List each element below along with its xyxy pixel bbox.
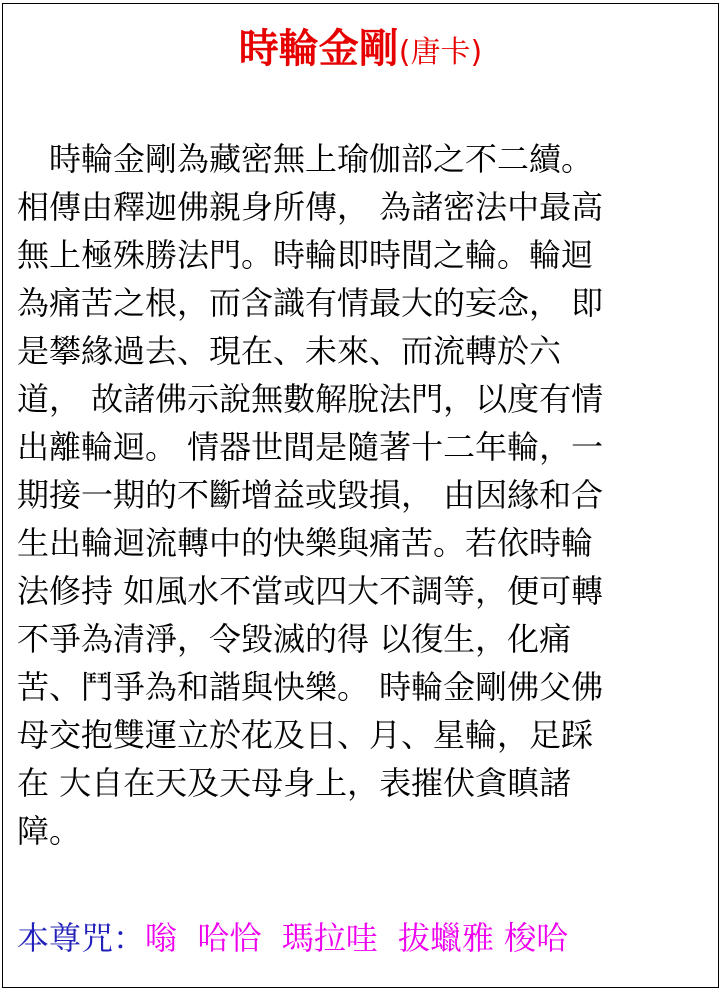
title-subtitle: (唐卡) — [398, 35, 483, 70]
body-paragraph — [17, 135, 707, 855]
body-line: 障。 — [17, 812, 82, 850]
body-line: 相傳由釋迦佛親身所傳， 為諸密法中最高 — [17, 188, 604, 226]
mantra-text: 嗡 哈恰 瑪拉哇 拔蠟雅 梭哈 — [145, 919, 569, 957]
body-line: 無上極殊勝法門。時輪即時間之輪。輪迴 — [17, 236, 594, 274]
mantra-line — [17, 914, 568, 962]
document-page — [2, 3, 719, 988]
body-line: 不爭為清淨，令毀滅的得 以復生，化痛 — [17, 620, 572, 658]
body-line: 期接一期的不斷增益或毀損， 由因緣和合 — [17, 476, 604, 514]
body-line: 苦、鬥爭為和諧與快樂。 時輪金剛佛父佛 — [17, 668, 604, 706]
mantra-label: 本尊咒： — [17, 919, 146, 957]
body-line: 母交抱雙運立於花及日、月、星輪，足踩 — [17, 716, 594, 754]
body-line: 為痛苦之根，而含識有情最大的妄念， 即 — [17, 284, 604, 322]
body-line: 在 大自在天及天母身上，表摧伏貪瞋諸 — [17, 764, 572, 802]
body-line: 法修持 如風水不當或四大不調等，便可轉 — [17, 572, 604, 610]
body-line: 是攀緣過去、現在、未來、而流轉於六 — [17, 332, 562, 370]
page-title — [3, 22, 718, 84]
title-main: 時輪金剛 — [238, 26, 399, 72]
body-line: 道， 故諸佛示說無數解脫法門，以度有情 — [17, 380, 604, 418]
body-line: 生出輪迴流轉中的快樂與痛苦。若依時輪 — [17, 524, 594, 562]
body-line: 時輪金剛為藏密無上瑜伽部之不二續。 — [17, 140, 594, 178]
body-line: 出離輪迴。 情器世間是隨著十二年輪，一 — [17, 428, 604, 466]
